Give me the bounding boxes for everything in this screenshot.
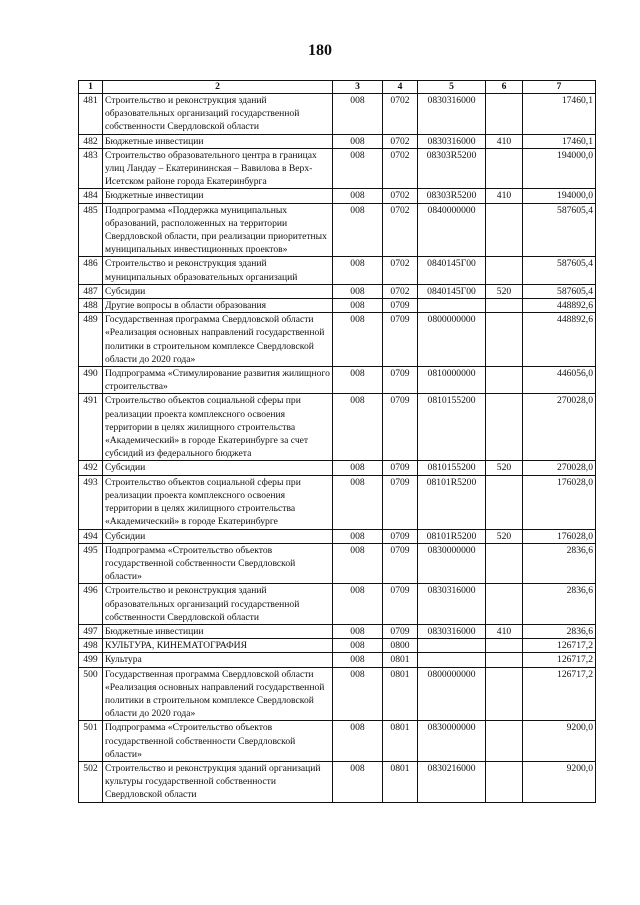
row-code-5: 0840145Г00 — [418, 257, 486, 284]
table-row — [79, 624, 596, 638]
row-code-4: 0702 — [383, 203, 418, 257]
row-number: 482 — [79, 134, 103, 148]
row-code-3: 008 — [333, 134, 383, 148]
table-row — [79, 148, 596, 189]
column-header: 1 — [79, 81, 103, 94]
row-code-6: 520 — [486, 461, 523, 475]
row-number: 485 — [79, 203, 103, 257]
row-code-3: 008 — [333, 584, 383, 625]
row-code-3: 008 — [333, 624, 383, 638]
row-code-3: 008 — [333, 203, 383, 257]
row-sum: 176028,0 — [523, 529, 596, 543]
row-code-5: 0840000000 — [418, 203, 486, 257]
row-name: Строительство и реконструкция зданий муниципальных образовательных организаций — [103, 257, 333, 284]
row-code-6 — [486, 313, 523, 367]
row-sum: 448892,6 — [523, 313, 596, 367]
row-code-3: 008 — [333, 257, 383, 284]
column-header: 5 — [418, 81, 486, 94]
row-code-4: 0801 — [383, 667, 418, 721]
row-code-4: 0709 — [383, 475, 418, 529]
row-sum: 194000,0 — [523, 189, 596, 203]
row-sum: 126717,2 — [523, 639, 596, 653]
row-name: Субсидии — [103, 461, 333, 475]
row-code-6 — [486, 148, 523, 189]
row-code-5: 0810155200 — [418, 394, 486, 461]
row-name: Подпрограмма «Строительство объектов государственной собственности Свердловской области» — [103, 721, 333, 762]
row-number: 490 — [79, 367, 103, 394]
row-name: Строительство объектов социальной сферы при реализации проекта комплексного освоения территории в целях жилищного строительства «Академический» в городе Екатеринбурге за счет субсидий из федерального бюджета — [103, 394, 333, 461]
row-code-3: 008 — [333, 148, 383, 189]
row-code-6 — [486, 299, 523, 313]
row-code-3: 008 — [333, 475, 383, 529]
row-code-4: 0702 — [383, 134, 418, 148]
row-code-4: 0709 — [383, 624, 418, 638]
row-code-6 — [486, 543, 523, 584]
row-number: 492 — [79, 461, 103, 475]
row-code-6 — [486, 203, 523, 257]
row-name: Бюджетные инвестиции — [103, 134, 333, 148]
row-code-3: 008 — [333, 461, 383, 475]
table-body — [79, 94, 596, 803]
row-code-3: 008 — [333, 299, 383, 313]
column-header: 6 — [486, 81, 523, 94]
row-code-4: 0709 — [383, 313, 418, 367]
row-code-5: 0800000000 — [418, 667, 486, 721]
row-code-4: 0709 — [383, 299, 418, 313]
row-code-3: 008 — [333, 529, 383, 543]
row-code-4: 0709 — [383, 529, 418, 543]
table-row — [79, 134, 596, 148]
row-code-4: 0702 — [383, 257, 418, 284]
column-header: 7 — [523, 81, 596, 94]
row-sum: 2836,6 — [523, 543, 596, 584]
row-sum: 448892,6 — [523, 299, 596, 313]
row-code-4: 0709 — [383, 461, 418, 475]
row-sum: 126717,2 — [523, 653, 596, 667]
row-name: Государственная программа Свердловской области «Реализация основных направлений государственной политики в строительном комплексе Свердловской области до 2020 года» — [103, 313, 333, 367]
row-code-6: 410 — [486, 189, 523, 203]
row-name: Строительство и реконструкция зданий организаций культуры государственной собственности Свердловской области — [103, 761, 333, 802]
row-sum: 17460,1 — [523, 94, 596, 135]
row-code-5: 0830216000 — [418, 761, 486, 802]
row-code-5: 0830316000 — [418, 94, 486, 135]
row-code-6 — [486, 257, 523, 284]
row-code-3: 008 — [333, 313, 383, 367]
row-code-3: 008 — [333, 284, 383, 298]
row-code-3: 008 — [333, 543, 383, 584]
row-name: Другие вопросы в области образования — [103, 299, 333, 313]
table-row — [79, 667, 596, 721]
row-code-4: 0709 — [383, 367, 418, 394]
row-code-4: 0702 — [383, 189, 418, 203]
row-number: 488 — [79, 299, 103, 313]
row-name: КУЛЬТУРА, КИНЕМАТОГРАФИЯ — [103, 639, 333, 653]
table-row — [79, 189, 596, 203]
row-code-5: 0810000000 — [418, 367, 486, 394]
row-code-4: 0801 — [383, 721, 418, 762]
row-sum: 446056,0 — [523, 367, 596, 394]
row-code-3: 008 — [333, 367, 383, 394]
table-header-row — [79, 81, 596, 94]
row-name: Субсидии — [103, 529, 333, 543]
row-sum: 270028,0 — [523, 461, 596, 475]
row-sum: 587605,4 — [523, 284, 596, 298]
table-row — [79, 653, 596, 667]
row-code-4: 0801 — [383, 761, 418, 802]
row-code-3: 008 — [333, 761, 383, 802]
row-code-3: 008 — [333, 639, 383, 653]
row-code-6 — [486, 475, 523, 529]
row-code-6 — [486, 667, 523, 721]
row-code-5 — [418, 639, 486, 653]
row-code-5: 0830000000 — [418, 721, 486, 762]
row-code-5: 0810155200 — [418, 461, 486, 475]
row-number: 487 — [79, 284, 103, 298]
row-number: 495 — [79, 543, 103, 584]
row-code-6: 410 — [486, 624, 523, 638]
row-sum: 587605,4 — [523, 257, 596, 284]
table-row — [79, 639, 596, 653]
row-code-6 — [486, 584, 523, 625]
row-code-3: 008 — [333, 721, 383, 762]
table-row — [79, 299, 596, 313]
row-name: Подпрограмма «Строительство объектов государственной собственности Свердловской области» — [103, 543, 333, 584]
row-name: Бюджетные инвестиции — [103, 624, 333, 638]
row-code-5: 08101R5200 — [418, 475, 486, 529]
row-sum: 2836,6 — [523, 624, 596, 638]
row-code-6 — [486, 721, 523, 762]
row-code-5: 0830316000 — [418, 624, 486, 638]
row-sum: 9200,0 — [523, 721, 596, 762]
row-code-5: 0830000000 — [418, 543, 486, 584]
row-code-6 — [486, 639, 523, 653]
row-name: Подпрограмма «Стимулирование развития жилищного строительства» — [103, 367, 333, 394]
row-number: 489 — [79, 313, 103, 367]
row-code-5: 0800000000 — [418, 313, 486, 367]
row-name: Строительство и реконструкция зданий образовательных организаций государственной собственности Свердловской области — [103, 584, 333, 625]
row-sum: 587605,4 — [523, 203, 596, 257]
table-row — [79, 529, 596, 543]
table-row — [79, 94, 596, 135]
row-code-6: 520 — [486, 284, 523, 298]
row-code-3: 008 — [333, 394, 383, 461]
row-code-4: 0702 — [383, 284, 418, 298]
column-header: 4 — [383, 81, 418, 94]
row-number: 486 — [79, 257, 103, 284]
column-header: 2 — [103, 81, 333, 94]
row-name: Подпрограмма «Поддержка муниципальных образований, расположенных на территории Свердловской области, при реализации приоритетных муниципальных инвестиционных проектов» — [103, 203, 333, 257]
table-row — [79, 461, 596, 475]
row-number: 494 — [79, 529, 103, 543]
row-sum: 270028,0 — [523, 394, 596, 461]
row-number: 501 — [79, 721, 103, 762]
row-code-4: 0800 — [383, 639, 418, 653]
table-row — [79, 203, 596, 257]
row-code-6: 520 — [486, 529, 523, 543]
row-code-5: 08303R5200 — [418, 148, 486, 189]
row-number: 499 — [79, 653, 103, 667]
row-code-4: 0709 — [383, 394, 418, 461]
row-code-5: 08101R5200 — [418, 529, 486, 543]
row-number: 498 — [79, 639, 103, 653]
row-code-3: 008 — [333, 653, 383, 667]
budget-table — [78, 80, 596, 803]
table-row — [79, 761, 596, 802]
table-row — [79, 584, 596, 625]
row-code-3: 008 — [333, 94, 383, 135]
row-sum: 126717,2 — [523, 667, 596, 721]
row-number: 500 — [79, 667, 103, 721]
table-row — [79, 394, 596, 461]
row-name: Культура — [103, 653, 333, 667]
row-code-6 — [486, 94, 523, 135]
page-number: 180 — [308, 42, 332, 59]
row-number: 497 — [79, 624, 103, 638]
row-code-5: 0840145Г00 — [418, 284, 486, 298]
row-code-4: 0702 — [383, 94, 418, 135]
row-code-6 — [486, 394, 523, 461]
row-number: 493 — [79, 475, 103, 529]
row-sum: 194000,0 — [523, 148, 596, 189]
row-code-5 — [418, 653, 486, 667]
row-sum: 17460,1 — [523, 134, 596, 148]
row-code-4: 0702 — [383, 148, 418, 189]
row-number: 491 — [79, 394, 103, 461]
row-code-5: 0830316000 — [418, 134, 486, 148]
row-number: 496 — [79, 584, 103, 625]
row-code-6 — [486, 367, 523, 394]
row-code-4: 0709 — [383, 584, 418, 625]
row-code-6: 410 — [486, 134, 523, 148]
column-header: 3 — [333, 81, 383, 94]
row-name: Государственная программа Свердловской области «Реализация основных направлений государственной политики в строительном комплексе Свердловской области до 2020 года» — [103, 667, 333, 721]
row-sum: 9200,0 — [523, 761, 596, 802]
table-row — [79, 543, 596, 584]
table-row — [79, 313, 596, 367]
table-row — [79, 721, 596, 762]
row-code-6 — [486, 761, 523, 802]
row-name: Субсидии — [103, 284, 333, 298]
row-code-5 — [418, 299, 486, 313]
row-name: Строительство объектов социальной сферы при реализации проекта комплексного освоения территории в целях жилищного строительства «Академический» в городе Екатеринбурге — [103, 475, 333, 529]
row-sum: 2836,6 — [523, 584, 596, 625]
row-number: 483 — [79, 148, 103, 189]
table-row — [79, 367, 596, 394]
row-code-3: 008 — [333, 189, 383, 203]
row-code-3: 008 — [333, 667, 383, 721]
table-row — [79, 284, 596, 298]
row-name: Строительство образовательного центра в границах улиц Ландау – Екатерининская – Вавилова в Верх-Исетском районе города Екатеринбурга — [103, 148, 333, 189]
row-code-5: 08303R5200 — [418, 189, 486, 203]
row-code-6 — [486, 653, 523, 667]
row-code-5: 0830316000 — [418, 584, 486, 625]
row-sum: 176028,0 — [523, 475, 596, 529]
table-row — [79, 257, 596, 284]
table-row — [79, 475, 596, 529]
row-name: Строительство и реконструкция зданий образовательных организаций государственной собственности Свердловской области — [103, 94, 333, 135]
row-code-4: 0801 — [383, 653, 418, 667]
row-code-4: 0709 — [383, 543, 418, 584]
row-name: Бюджетные инвестиции — [103, 189, 333, 203]
row-number: 502 — [79, 761, 103, 802]
row-number: 481 — [79, 94, 103, 135]
row-number: 484 — [79, 189, 103, 203]
